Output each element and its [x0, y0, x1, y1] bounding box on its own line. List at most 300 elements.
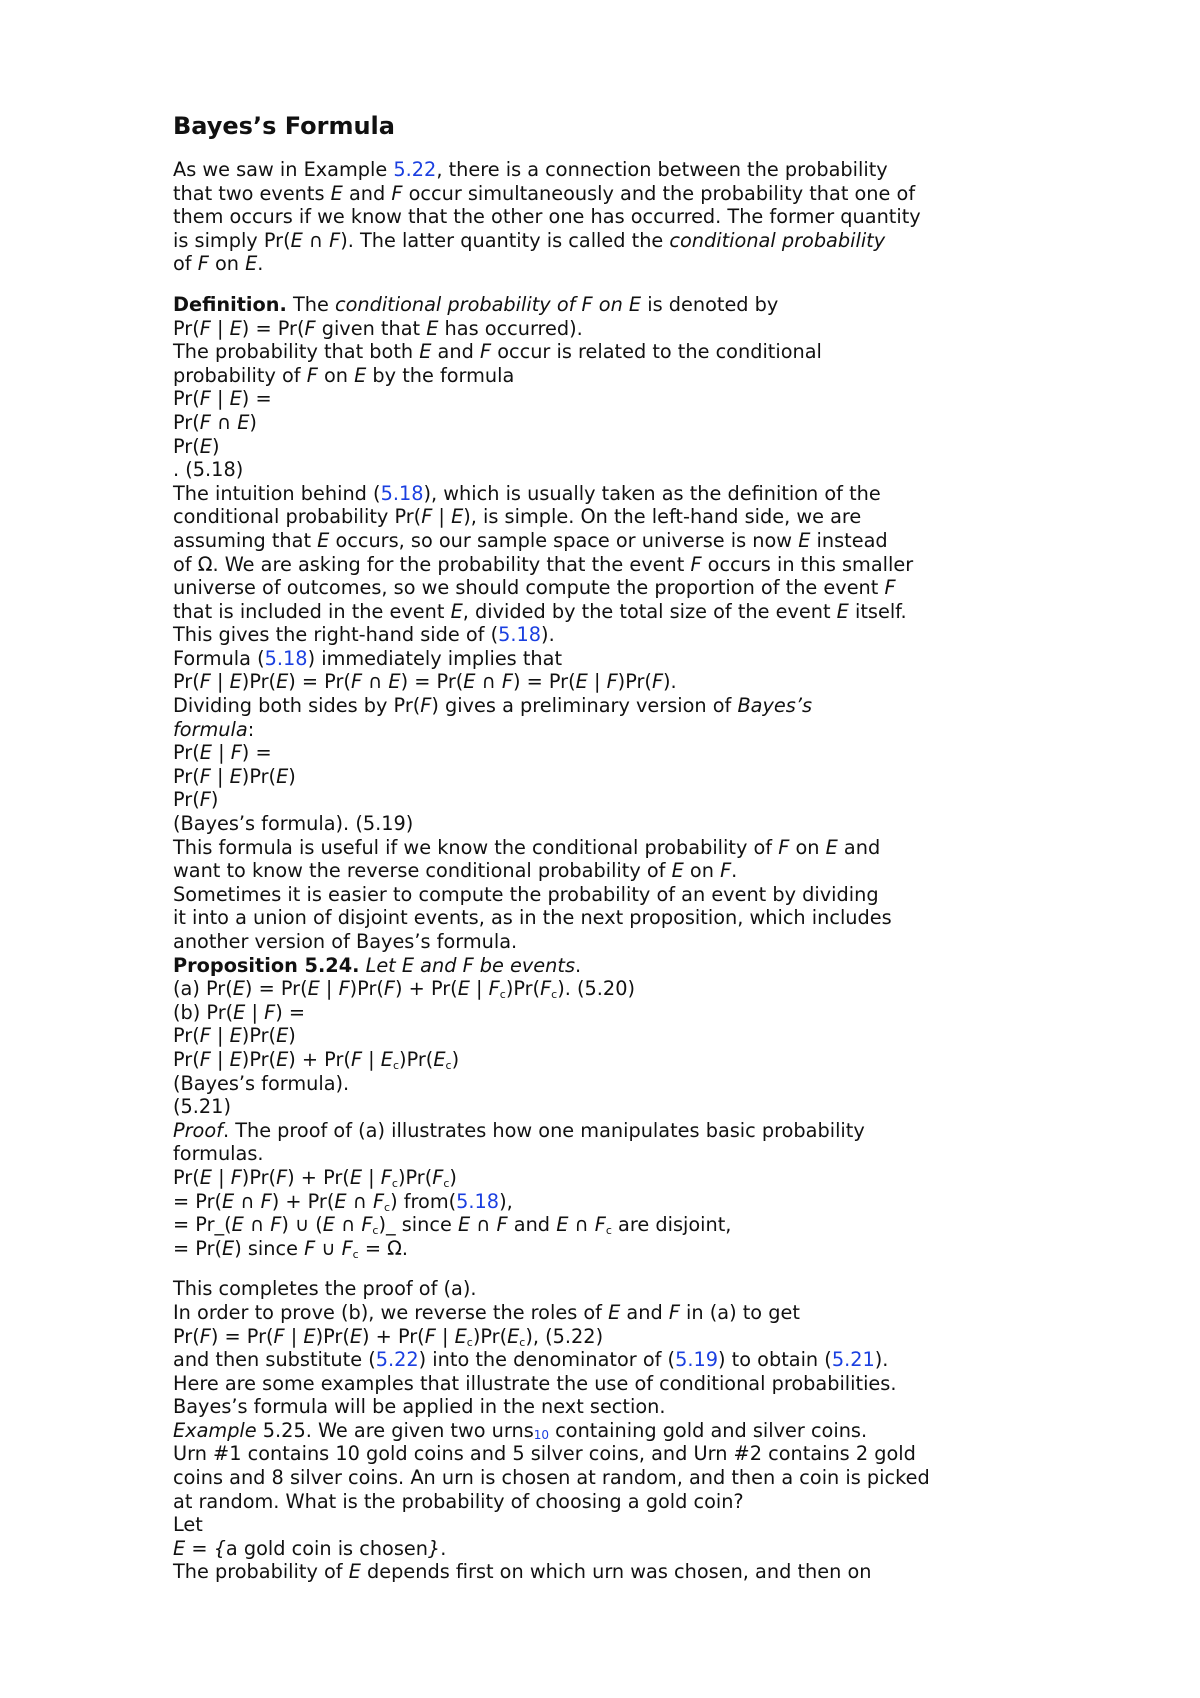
- text-line: [173, 1442, 1173, 1466]
- text-run: ): [449, 1165, 457, 1189]
- italic-text: F: [488, 977, 500, 1001]
- text-line: [173, 1166, 1173, 1190]
- italic-text: F: [424, 1324, 436, 1348]
- text-run: is simply Pr(: [173, 228, 291, 252]
- text-run: ∩: [470, 1213, 497, 1237]
- paragraph-gap: [173, 276, 1173, 293]
- text-run: .: [440, 1536, 447, 1560]
- italic-text: E: [463, 670, 476, 694]
- cross-reference-link[interactable]: 5.18: [456, 1189, 500, 1213]
- subscript-text: c: [499, 988, 506, 1002]
- text-line: [173, 182, 1173, 206]
- italic-text: F: [199, 670, 211, 694]
- text-run: ) = Pr(: [288, 670, 351, 694]
- text-run: (Bayes’s formula).: [173, 1071, 350, 1095]
- text-line: [173, 435, 1173, 459]
- italic-text: E: [317, 528, 330, 552]
- italic-text: F: [651, 670, 664, 694]
- text-line: [173, 1024, 1173, 1048]
- text-run: ∩: [243, 1213, 271, 1237]
- text-run: Pr(: [173, 788, 200, 812]
- italic-text: E: [388, 670, 401, 694]
- text-run: .: [575, 953, 582, 977]
- italic-text: E: [457, 1213, 471, 1237]
- italic-text: conditional probability of F on E: [334, 292, 642, 316]
- italic-text: F: [720, 859, 732, 883]
- text-line: [173, 836, 1173, 860]
- italic-text: F: [372, 1189, 385, 1213]
- italic-text: E: [229, 1024, 242, 1048]
- text-line: [173, 1072, 1173, 1096]
- cross-reference-link[interactable]: 5.19: [675, 1348, 719, 1372]
- text-run: |: [210, 670, 230, 694]
- text-run: ) =: [275, 1000, 306, 1024]
- subscript-text: c: [466, 1335, 473, 1349]
- text-run: )Pr(: [241, 764, 277, 788]
- cross-reference-link[interactable]: 5.21: [831, 1348, 875, 1372]
- text-run: and: [431, 340, 480, 364]
- text-run: (5.21): [173, 1095, 231, 1119]
- text-run: instead: [810, 528, 888, 552]
- text-line: [173, 694, 1173, 718]
- text-line: [173, 252, 1173, 276]
- text-run: and then substitute (: [173, 1348, 376, 1372]
- subscript-text: c: [391, 1176, 398, 1190]
- text-line: [173, 1325, 1173, 1349]
- text-line: [173, 1348, 1173, 1372]
- italic-text: F: [276, 1165, 288, 1189]
- italic-text: E: [222, 1236, 235, 1260]
- text-line: [173, 1190, 1173, 1214]
- text-run: )Pr(: [315, 1324, 350, 1348]
- text-line: [173, 1095, 1173, 1119]
- text-run: Pr(: [173, 434, 200, 458]
- italic-text: F: [306, 363, 318, 387]
- subscript-text: c: [519, 1335, 526, 1349]
- italic-text: E: [836, 599, 849, 623]
- italic-text: F: [479, 340, 492, 364]
- italic-text: E: [173, 1536, 186, 1560]
- text-run: them occurs if we know that the other one has occurred. The former quantity: [173, 205, 921, 229]
- text-run: =: [185, 1536, 214, 1560]
- italic-text: F: [270, 1213, 282, 1237]
- text-run: universe of outcomes, so we should compute the proportion of the event: [173, 576, 885, 600]
- text-run: )_ since: [378, 1213, 458, 1237]
- text-run: that two events: [173, 181, 331, 205]
- italic-text: F: [380, 1165, 392, 1189]
- text-run: ): [451, 1047, 460, 1071]
- text-line: [173, 954, 1173, 978]
- text-run: ): [288, 764, 296, 788]
- italic-text: F: [230, 1165, 242, 1189]
- text-line: [173, 741, 1173, 765]
- text-run: )Pr(: [241, 1047, 277, 1071]
- text-run: and: [507, 1213, 557, 1237]
- text-run: and: [342, 181, 392, 205]
- text-run: )Pr(: [241, 1024, 277, 1048]
- text-run: .: [731, 859, 738, 883]
- text-run: ) ∪ (: [281, 1213, 323, 1237]
- text-run: Sometimes it is easier to compute the probability of an event by dividing: [173, 882, 879, 906]
- text-line: [173, 158, 1173, 182]
- text-run: |: [210, 387, 230, 411]
- text-run: ): [210, 788, 219, 812]
- italic-text: E: [229, 387, 242, 411]
- text-run: ) from(: [390, 1189, 457, 1213]
- subscript-text: c: [392, 1058, 400, 1072]
- text-run: This formula is useful if we know the conditional probability of: [173, 835, 779, 859]
- text-run: Pr(: [173, 741, 200, 765]
- text-run: itself.: [848, 599, 907, 623]
- text-run: ) =: [241, 387, 272, 411]
- text-run: This completes the proof of (a).: [173, 1277, 477, 1301]
- italic-text: E: [451, 505, 464, 529]
- text-run: on: [208, 252, 246, 276]
- text-line: [173, 1466, 1173, 1490]
- text-run: ) immediately implies that: [307, 646, 563, 670]
- text-run: ) + Pr(: [288, 1047, 351, 1071]
- italic-text: E: [245, 252, 258, 276]
- italic-text: E: [231, 1213, 244, 1237]
- text-run: that is included in the event: [173, 599, 451, 623]
- subscript-text: c: [551, 988, 558, 1002]
- text-run: = Pr_(: [173, 1213, 232, 1237]
- text-line: [173, 482, 1173, 506]
- text-line: [173, 1301, 1173, 1325]
- text-run: a gold coin is chosen: [225, 1536, 428, 1560]
- text-run: ). (5.20): [557, 977, 635, 1001]
- italic-text: F: [668, 1300, 680, 1324]
- text-run: The probability of: [173, 1560, 349, 1584]
- text-run: |: [435, 1324, 455, 1348]
- text-run: it into a union of disjoint events, as in the next proposition, which includes: [173, 906, 892, 930]
- italic-text: F: [199, 764, 211, 788]
- footnote-link[interactable]: 10: [533, 1427, 550, 1442]
- italic-text: E: [276, 764, 289, 788]
- italic-text: conditional probability: [669, 228, 886, 252]
- italic-text: E: [229, 1047, 242, 1071]
- text-run: (b) Pr(: [173, 1000, 234, 1024]
- text-run: on: [683, 859, 721, 883]
- italic-text: F: [338, 977, 350, 1001]
- text-run: As we saw in Example: [173, 158, 394, 181]
- italic-text: F: [778, 835, 790, 859]
- text-run: ), is simple. On the left-hand side, we are: [463, 505, 862, 529]
- cross-reference-link[interactable]: 5.22: [375, 1348, 419, 1372]
- text-run: ∪: [315, 1236, 342, 1260]
- italic-text: F: [230, 741, 242, 765]
- text-run: is denoted by: [641, 292, 779, 316]
- text-run: |: [210, 316, 230, 340]
- text-run: ∩: [475, 670, 502, 694]
- italic-text: Proof: [173, 1118, 223, 1142]
- text-run: The probability that both: [173, 340, 420, 364]
- text-run: ),: [499, 1189, 513, 1213]
- text-run: ) + Pr(: [395, 977, 458, 1001]
- text-line: [173, 859, 1173, 883]
- text-run: |: [319, 977, 339, 1001]
- text-line: [173, 387, 1173, 411]
- text-run: In order to prove (b), we reverse the roles of: [173, 1300, 609, 1324]
- italic-text: }: [427, 1536, 441, 1560]
- italic-text: E: [433, 1047, 446, 1071]
- italic-text: E: [232, 977, 245, 1001]
- italic-text: F: [199, 316, 211, 340]
- italic-text: F: [391, 181, 403, 205]
- text-run: )Pr(: [397, 1165, 433, 1189]
- bold-text: Proposition 5.24.: [173, 953, 360, 977]
- italic-text: E: [229, 316, 242, 340]
- subscript-text: c: [605, 1224, 612, 1238]
- cross-reference-link[interactable]: 5.18: [380, 481, 424, 505]
- text-line: [173, 458, 1173, 482]
- text-line: [173, 364, 1173, 388]
- text-run: ), which is usually taken as the definition of the: [423, 481, 881, 505]
- italic-text: F: [199, 788, 211, 812]
- document-body: [173, 158, 1173, 1584]
- cross-reference-link[interactable]: 5.18: [498, 623, 542, 647]
- italic-text: formula: [173, 717, 248, 741]
- text-run: ) since: [234, 1236, 305, 1260]
- text-run: ∩: [568, 1213, 595, 1237]
- text-run: The: [286, 292, 335, 316]
- text-line: [173, 340, 1173, 364]
- text-run: ) + Pr(: [362, 1324, 425, 1348]
- text-run: Pr(: [173, 410, 200, 434]
- text-line: [173, 1237, 1173, 1261]
- text-run: Here are some examples that illustrate the use of conditional probabilities.: [173, 1371, 897, 1395]
- italic-text: E: [608, 1300, 621, 1324]
- text-run: ) = Pr(: [512, 670, 576, 694]
- italic-text: F: [501, 670, 513, 694]
- text-run: Formula (: [173, 646, 265, 670]
- bold-text: Definition.: [173, 292, 287, 316]
- italic-text: E: [237, 410, 250, 434]
- text-run: ∩: [334, 1213, 362, 1237]
- text-run: |: [245, 1000, 265, 1024]
- italic-text: F: [304, 316, 316, 340]
- italic-text: E: [454, 1324, 467, 1348]
- text-run: |: [211, 1165, 231, 1189]
- italic-text: E: [229, 670, 242, 694]
- italic-text: F: [197, 252, 209, 276]
- text-run: occur simultaneously and the probability that one of: [402, 181, 916, 205]
- text-run: ) = Pr(: [210, 1324, 274, 1348]
- text-run: ∩: [210, 410, 238, 434]
- text-run: , divided by the total size of the event: [462, 599, 837, 623]
- text-run: Pr(: [173, 764, 200, 788]
- italic-text: F: [199, 1024, 211, 1048]
- text-run: Pr(: [173, 1165, 200, 1189]
- italic-text: E: [450, 599, 463, 623]
- italic-text: F: [350, 1047, 363, 1071]
- text-line: [173, 1142, 1173, 1166]
- italic-text: E: [199, 1165, 212, 1189]
- italic-text: F: [199, 1047, 211, 1071]
- italic-text: E: [222, 1189, 235, 1213]
- text-run: = Pr(: [173, 1189, 223, 1213]
- text-line: [173, 1048, 1173, 1072]
- text-line: [173, 1001, 1173, 1025]
- italic-text: Bayes’s: [737, 694, 812, 718]
- text-run: containing gold and silver coins.: [549, 1418, 868, 1442]
- text-run: ) to obtain (: [718, 1348, 832, 1372]
- text-run: Bayes’s formula will be applied in the next section.: [173, 1395, 666, 1419]
- text-line: [173, 977, 1173, 1001]
- text-run: , there is a connection between the probability: [436, 158, 888, 181]
- text-line: [173, 788, 1173, 812]
- italic-text: F: [199, 387, 211, 411]
- text-run: ), (5.22): [525, 1324, 604, 1348]
- text-run: )Pr(: [349, 977, 384, 1001]
- italic-text: E: [426, 316, 439, 340]
- italic-text: F: [496, 1213, 508, 1237]
- text-run: are disjoint,: [611, 1213, 732, 1237]
- text-run: occurs in this smaller: [701, 552, 914, 576]
- text-run: ). The latter quantity is called the: [340, 228, 670, 252]
- italic-text: E: [457, 977, 470, 1001]
- text-run: conditional probability Pr(: [173, 505, 422, 529]
- italic-text: F: [199, 1324, 211, 1348]
- text-line: [173, 600, 1173, 624]
- text-run: ) = Pr(: [241, 316, 305, 340]
- text-run: )Pr(: [241, 670, 277, 694]
- text-run: ): [288, 1024, 296, 1048]
- text-run: . (5.18): [173, 458, 244, 482]
- text-run: and: [837, 835, 881, 859]
- italic-text: E: [507, 1324, 520, 1348]
- italic-text: E: [575, 670, 588, 694]
- section-title: Bayes’s Formula: [173, 112, 395, 140]
- text-run: ∩: [302, 228, 330, 252]
- text-run: ).: [874, 1348, 889, 1372]
- text-run: |: [362, 1165, 381, 1189]
- italic-text: E: [419, 340, 432, 364]
- text-run: formulas.: [173, 1142, 264, 1166]
- text-run: ) + Pr(: [287, 1165, 350, 1189]
- italic-text: F: [540, 977, 552, 1001]
- italic-text: F: [260, 1189, 272, 1213]
- text-run: ) = Pr(: [244, 977, 308, 1001]
- text-line: [173, 1513, 1173, 1537]
- text-line: [173, 1277, 1173, 1301]
- text-line: [173, 1372, 1173, 1396]
- italic-text: F: [383, 977, 396, 1001]
- text-run: of Ω. We are asking for the probability that the event: [173, 552, 691, 576]
- text-run: on: [317, 363, 355, 387]
- text-line: [173, 317, 1173, 341]
- text-run: = Ω.: [358, 1236, 408, 1260]
- text-run: has occurred).: [438, 316, 583, 340]
- text-line: [173, 529, 1173, 553]
- text-run: |: [211, 741, 231, 765]
- text-run: )Pr(: [505, 977, 541, 1001]
- text-line: [173, 1119, 1173, 1143]
- italic-text: F: [199, 410, 211, 434]
- text-line: [173, 205, 1173, 229]
- text-line: [173, 623, 1173, 647]
- italic-text: E: [276, 1024, 289, 1048]
- text-run: at random. What is the probability of choosing a gold coin?: [173, 1489, 744, 1513]
- italic-text: E: [276, 670, 289, 694]
- italic-text: E: [276, 1047, 289, 1071]
- text-run: :: [247, 717, 255, 741]
- text-line: [173, 930, 1173, 954]
- italic-text: E: [290, 228, 303, 252]
- italic-text: E: [349, 1165, 363, 1189]
- text-run: on: [789, 835, 826, 859]
- text-run: depends first on which urn was chosen, and then on: [360, 1560, 872, 1584]
- text-run: probability of: [173, 363, 307, 387]
- text-run: (Bayes’s formula). (5.19): [173, 812, 414, 836]
- subscript-text: c: [445, 1058, 452, 1072]
- cross-reference-link[interactable]: 5.18: [264, 646, 308, 670]
- italic-text: E: [330, 181, 343, 205]
- text-run: |: [469, 977, 489, 1001]
- text-run: Pr(: [173, 1047, 200, 1071]
- italic-text: F: [350, 670, 363, 694]
- subscript-text: c: [352, 1247, 359, 1261]
- italic-text: E: [380, 1047, 393, 1071]
- italic-text: F: [264, 1000, 276, 1024]
- italic-text: F: [594, 1213, 606, 1237]
- text-run: in (a) to get: [679, 1300, 800, 1324]
- text-run: by the formula: [366, 363, 515, 387]
- text-run: want to know the reverse conditional probability of: [173, 859, 672, 883]
- text-run: |: [362, 1047, 381, 1071]
- text-run: = Pr(: [173, 1236, 223, 1260]
- italic-text: Example: [173, 1418, 257, 1442]
- italic-text: E: [348, 1560, 361, 1584]
- italic-text: E: [303, 1324, 316, 1348]
- cross-reference-link[interactable]: 5.22: [393, 158, 437, 181]
- italic-text: Let E and F be events: [365, 953, 575, 977]
- text-run: assuming that: [173, 528, 318, 552]
- italic-text: E: [233, 1000, 246, 1024]
- text-line: [173, 1395, 1173, 1419]
- italic-text: F: [420, 694, 432, 718]
- text-line: [173, 883, 1173, 907]
- italic-text: F: [690, 552, 702, 576]
- italic-text: F: [421, 505, 433, 529]
- text-line: [173, 718, 1173, 742]
- italic-text: F: [304, 1236, 316, 1260]
- text-line: [173, 647, 1173, 671]
- text-line: [173, 670, 1173, 694]
- text-run: occur is related to the conditional: [491, 340, 822, 364]
- text-line: [173, 1560, 1173, 1584]
- italic-text: E: [556, 1213, 569, 1237]
- text-run: )Pr(: [472, 1324, 508, 1348]
- text-line: [173, 505, 1173, 529]
- text-run: ∩: [362, 670, 389, 694]
- text-line: [173, 812, 1173, 836]
- text-run: occurs, so our sample space or universe is now: [329, 528, 799, 552]
- text-run: Urn #1 contains 10 gold coins and 5 silver coins, and Urn #2 contains 2 gold: [173, 1442, 916, 1466]
- text-run: ∩: [234, 1189, 261, 1213]
- text-run: .: [257, 252, 264, 276]
- italic-text: F: [329, 228, 341, 252]
- text-run: The intuition behind (: [173, 481, 381, 505]
- italic-text: E: [798, 528, 811, 552]
- paragraph-gap: [173, 1260, 1173, 1277]
- subscript-text: c: [384, 1200, 391, 1214]
- text-run: . The proof of (a) illustrates how one manipulates basic probability: [222, 1118, 865, 1142]
- text-run: |: [284, 1324, 304, 1348]
- text-run: ) =: [241, 741, 272, 765]
- text-line: [173, 1419, 1173, 1443]
- italic-text: F: [341, 1236, 353, 1260]
